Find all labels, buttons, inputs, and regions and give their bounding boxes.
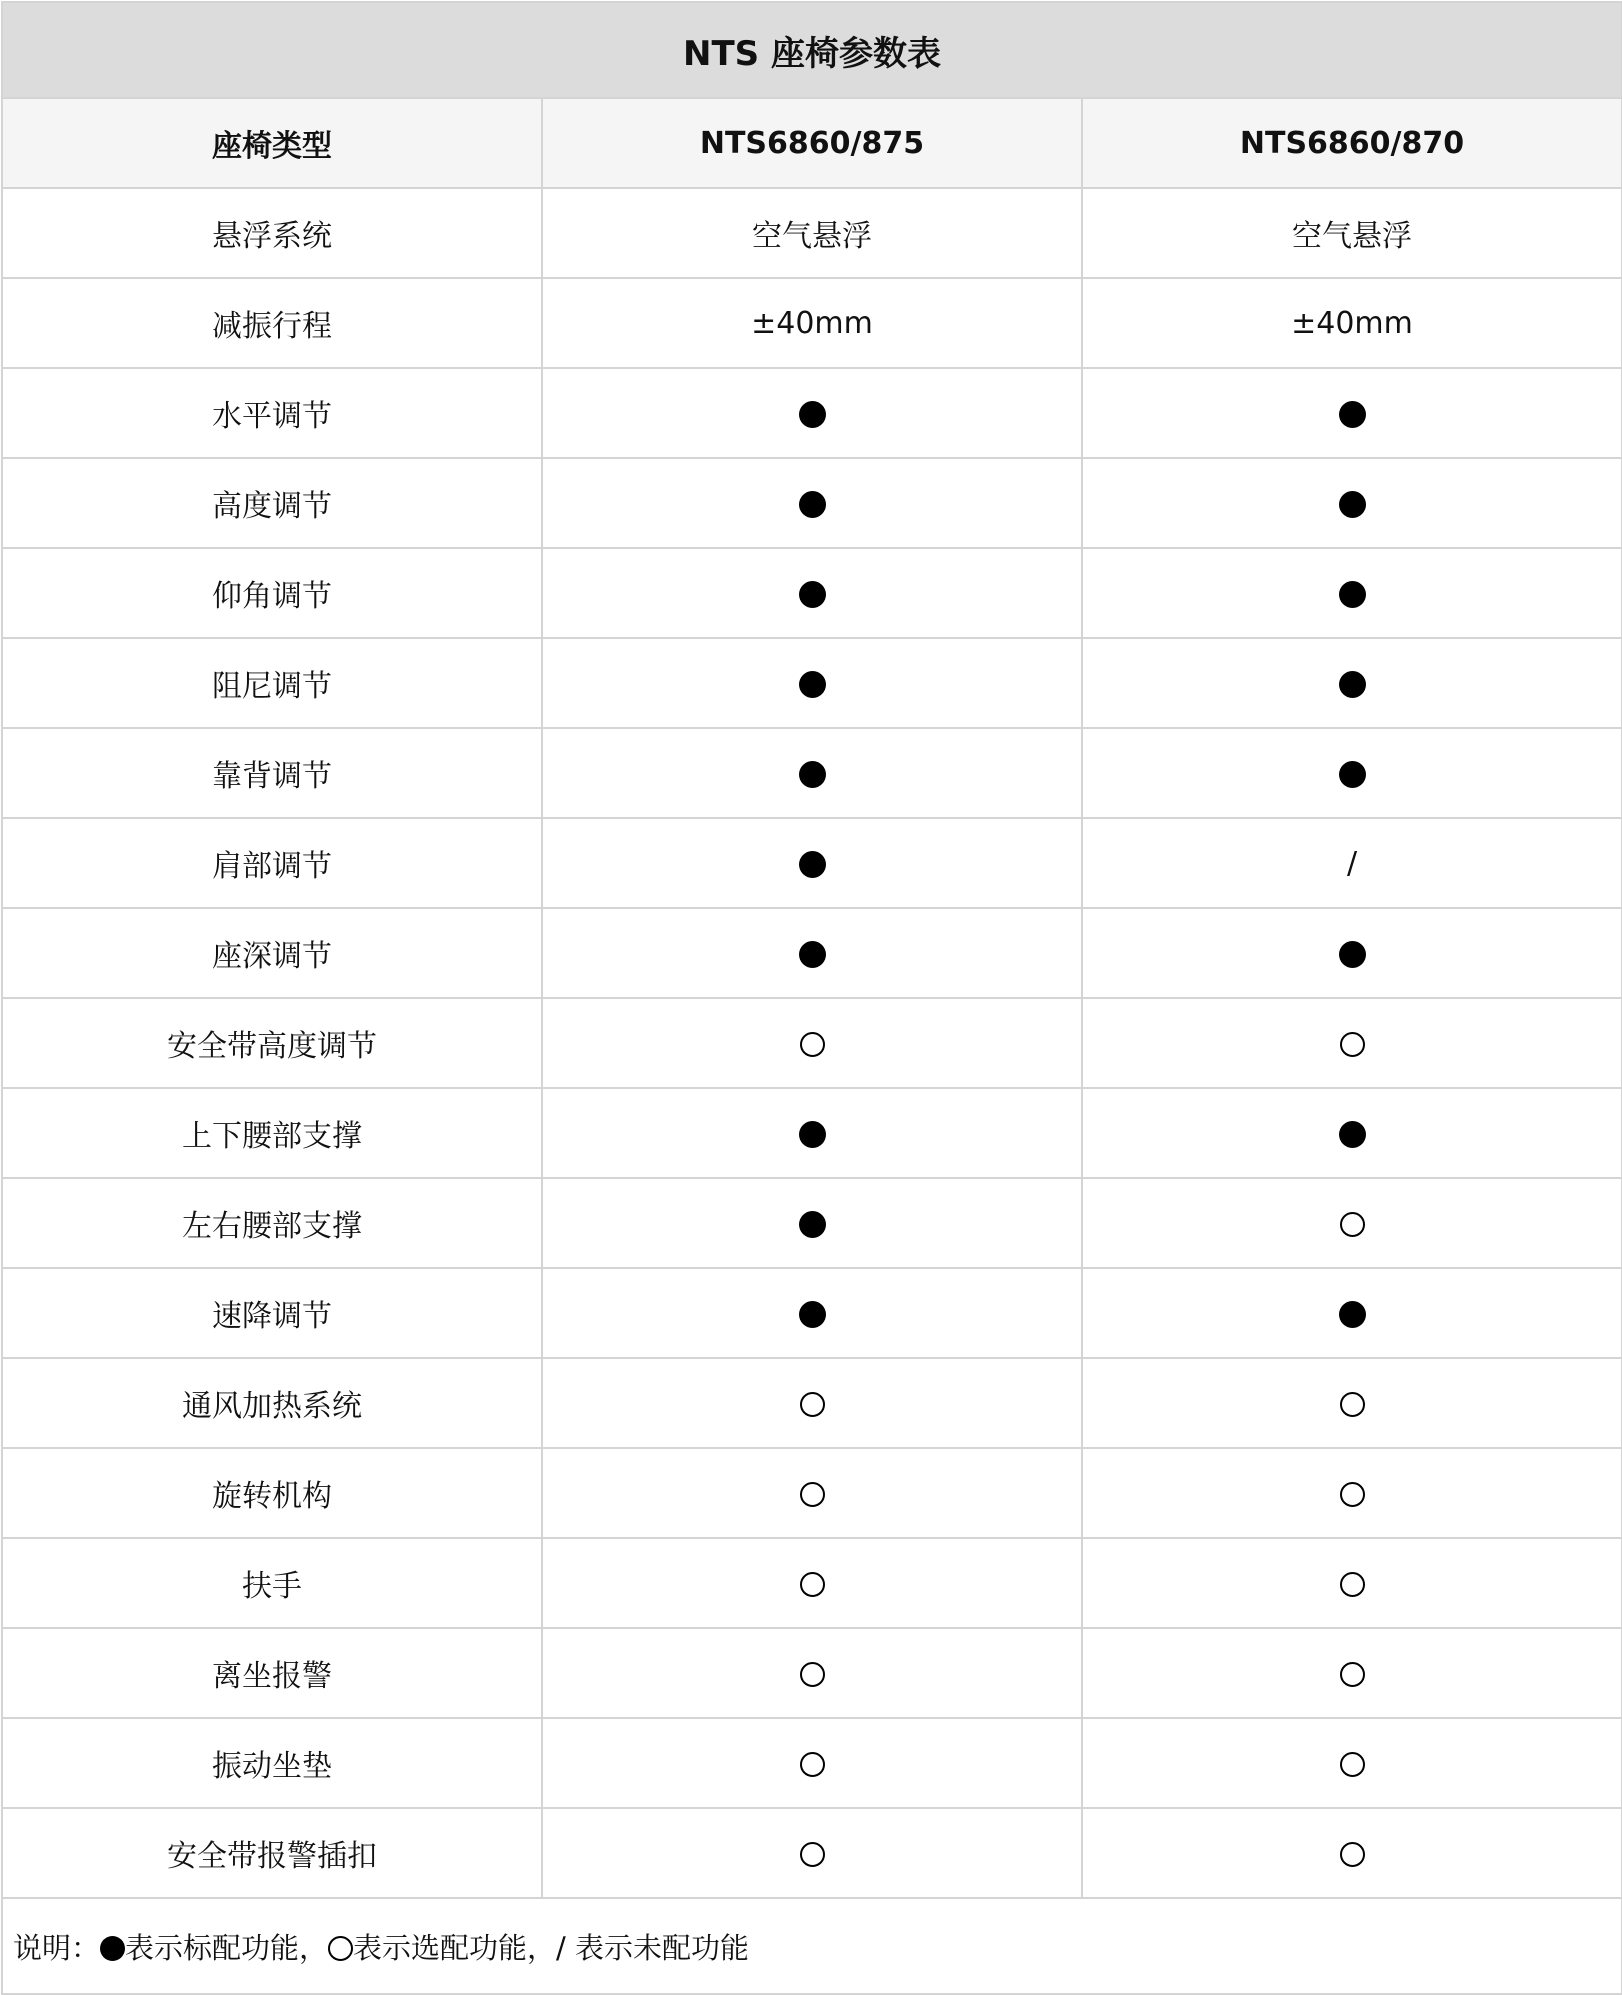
optional-circle-icon: [1340, 1392, 1365, 1417]
standard-dot-icon: [799, 941, 826, 968]
header-row: [2, 98, 1622, 188]
standard-dot-icon: [1339, 761, 1366, 788]
feature-name: 靠背调节: [2, 728, 542, 818]
standard-dot-icon: [799, 1121, 826, 1148]
optional-circle-icon: [1340, 1752, 1365, 1777]
model-1-value: [542, 1088, 1082, 1178]
table-row: [2, 728, 1622, 818]
table-row: [2, 1358, 1622, 1448]
optional-circle-icon: [1340, 1212, 1365, 1237]
standard-dot-icon: [1339, 1121, 1366, 1148]
table-row: [2, 1808, 1622, 1898]
seat-spec-table: [1, 1, 1622, 1995]
model-1-value: [542, 1268, 1082, 1358]
model-2-value: [1082, 1088, 1622, 1178]
optional-circle-icon: [800, 1032, 825, 1057]
model-1-value: [542, 1448, 1082, 1538]
model-2-value: ±40mm: [1082, 278, 1622, 368]
model-2-value: [1082, 458, 1622, 548]
legend-note: [2, 1898, 1622, 1994]
standard-dot-icon: [799, 671, 826, 698]
model-1-value: [542, 998, 1082, 1088]
feature-name: 肩部调节: [2, 818, 542, 908]
model-1-value: [542, 368, 1082, 458]
legend-row: [2, 1898, 1622, 1994]
model-1-value: [542, 1718, 1082, 1808]
model-2-value: 空气悬浮: [1082, 188, 1622, 278]
table-row: [2, 1718, 1622, 1808]
feature-name: 扶手: [2, 1538, 542, 1628]
model-2-value: [1082, 1808, 1622, 1898]
feature-name: 安全带高度调节: [2, 998, 542, 1088]
model-1-value: [542, 1628, 1082, 1718]
model-2-value: [1082, 1628, 1622, 1718]
standard-dot-icon: [799, 581, 826, 608]
model-1-value: [542, 728, 1082, 818]
optional-circle-icon: [800, 1662, 825, 1687]
model-2-value: [1082, 1358, 1622, 1448]
table-row: [2, 278, 1622, 368]
optional-circle-icon: [800, 1392, 825, 1417]
model-2-value: [1082, 1178, 1622, 1268]
table-row: [2, 1178, 1622, 1268]
header-model-1: NTS6860/875: [542, 98, 1082, 188]
model-1-value: [542, 1538, 1082, 1628]
optional-circle-icon: [328, 1936, 353, 1961]
header-model-2: NTS6860/870: [1082, 98, 1622, 188]
optional-circle-icon: [800, 1572, 825, 1597]
table-row: [2, 638, 1622, 728]
optional-circle-icon: [1340, 1842, 1365, 1867]
standard-dot-icon: [799, 1301, 826, 1328]
table-row: [2, 1088, 1622, 1178]
model-1-value: [542, 1358, 1082, 1448]
feature-name: 旋转机构: [2, 1448, 542, 1538]
table-row: [2, 1448, 1622, 1538]
model-1-value: ±40mm: [542, 278, 1082, 368]
model-2-value: [1082, 638, 1622, 728]
table-row: [2, 998, 1622, 1088]
table-row: [2, 1538, 1622, 1628]
standard-dot-icon: [1339, 401, 1366, 428]
feature-name: 离坐报警: [2, 1628, 542, 1718]
feature-name: 安全带报警插扣: [2, 1808, 542, 1898]
header-label: 座椅类型: [2, 98, 542, 188]
optional-circle-icon: [800, 1482, 825, 1507]
table-row: [2, 818, 1622, 908]
table-row: [2, 1268, 1622, 1358]
model-2-value: [1082, 1718, 1622, 1808]
standard-dot-icon: [100, 1936, 125, 1961]
legend-prefix: 说明：: [13, 1930, 101, 1965]
standard-dot-icon: [799, 401, 826, 428]
not-available-mark: /: [1346, 846, 1358, 881]
feature-name: 左右腰部支撑: [2, 1178, 542, 1268]
model-2-value: [1082, 998, 1622, 1088]
table-title: NTS 座椅参数表: [2, 2, 1622, 98]
optional-circle-icon: [1340, 1032, 1365, 1057]
model-2-value: [1082, 728, 1622, 818]
legend-none-text: / 表示未配功能: [556, 1930, 750, 1965]
model-1-value: [542, 1808, 1082, 1898]
feature-name: 水平调节: [2, 368, 542, 458]
model-1-value: 空气悬浮: [542, 188, 1082, 278]
model-2-value: [1082, 368, 1622, 458]
legend-optional-text: 表示选配功能，: [353, 1930, 557, 1965]
table-row: [2, 458, 1622, 548]
optional-circle-icon: [800, 1752, 825, 1777]
model-1-value: [542, 458, 1082, 548]
model-1-value: [542, 908, 1082, 998]
feature-name: 座深调节: [2, 908, 542, 998]
feature-name: 减振行程: [2, 278, 542, 368]
feature-name: 速降调节: [2, 1268, 542, 1358]
table-row: [2, 1628, 1622, 1718]
optional-circle-icon: [800, 1842, 825, 1867]
standard-dot-icon: [1339, 941, 1366, 968]
table-row: [2, 548, 1622, 638]
feature-name: 阻尼调节: [2, 638, 542, 728]
standard-dot-icon: [799, 851, 826, 878]
standard-dot-icon: [799, 1211, 826, 1238]
standard-dot-icon: [1339, 1301, 1366, 1328]
feature-name: 仰角调节: [2, 548, 542, 638]
model-1-value: [542, 638, 1082, 728]
feature-name: 通风加热系统: [2, 1358, 542, 1448]
optional-circle-icon: [1340, 1572, 1365, 1597]
standard-dot-icon: [1339, 671, 1366, 698]
table-row: [2, 908, 1622, 998]
table-row: [2, 188, 1622, 278]
legend-standard-text: 表示标配功能，: [125, 1930, 329, 1965]
standard-dot-icon: [1339, 581, 1366, 608]
standard-dot-icon: [799, 491, 826, 518]
model-2-value: [1082, 818, 1622, 908]
model-2-value: [1082, 1448, 1622, 1538]
model-2-value: [1082, 548, 1622, 638]
table-row: [2, 368, 1622, 458]
feature-name: 振动坐垫: [2, 1718, 542, 1808]
title-row: [2, 2, 1622, 98]
feature-name: 上下腰部支撑: [2, 1088, 542, 1178]
model-2-value: [1082, 1538, 1622, 1628]
optional-circle-icon: [1340, 1662, 1365, 1687]
optional-circle-icon: [1340, 1482, 1365, 1507]
standard-dot-icon: [1339, 491, 1366, 518]
feature-name: 高度调节: [2, 458, 542, 548]
model-1-value: [542, 548, 1082, 638]
model-1-value: [542, 1178, 1082, 1268]
model-2-value: [1082, 908, 1622, 998]
feature-name: 悬浮系统: [2, 188, 542, 278]
model-2-value: [1082, 1268, 1622, 1358]
model-1-value: [542, 818, 1082, 908]
standard-dot-icon: [799, 761, 826, 788]
